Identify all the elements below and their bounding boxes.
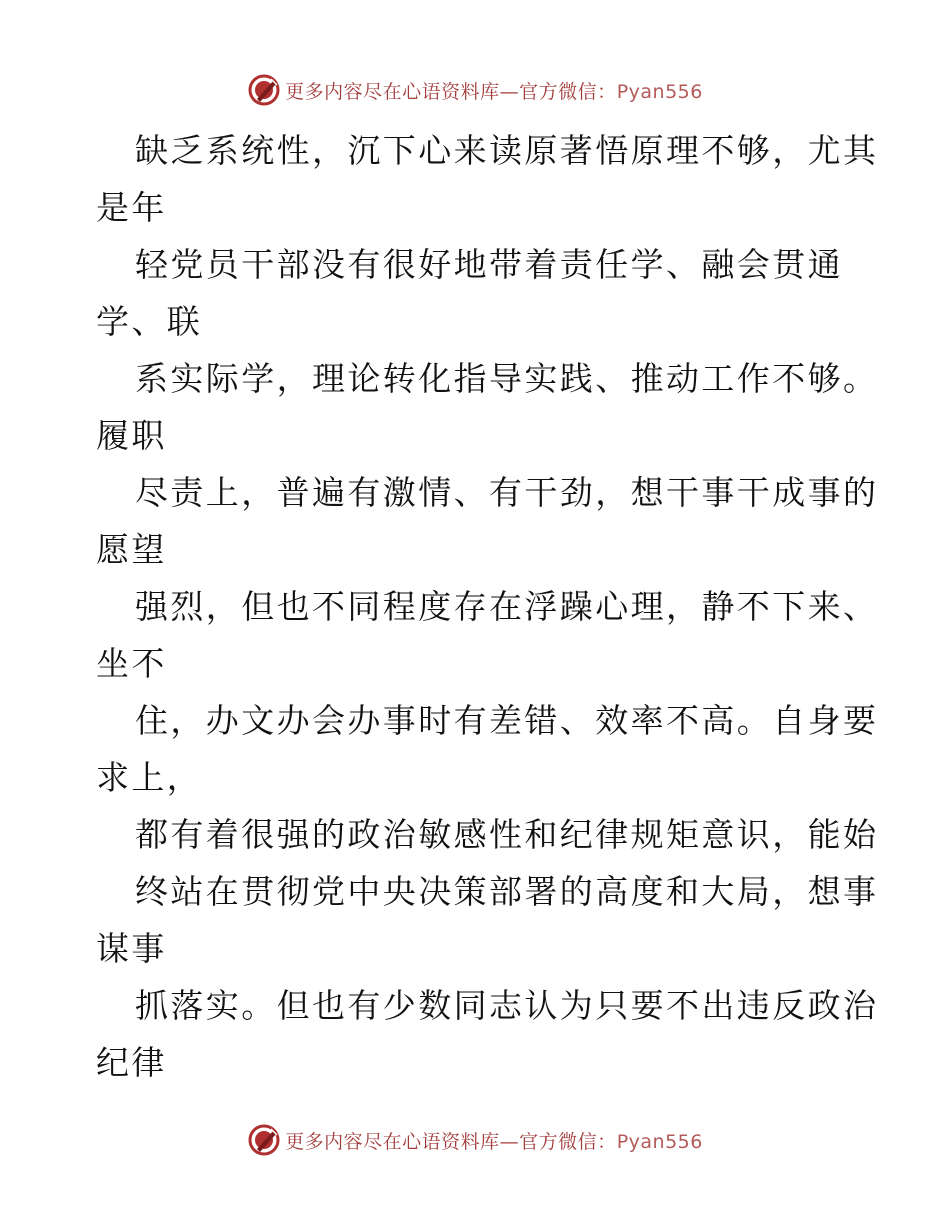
header-banner: [0, 70, 950, 110]
banner-text: [285, 77, 703, 104]
body-line: 住，办文办会办事时有差错、效率不高。自身要: [135, 701, 879, 740]
body-line: 是年: [96, 188, 167, 227]
body-line: 缺乏系统性，沉下心来读原著悟原理不够，尤其: [135, 131, 879, 170]
banner-text: [285, 1127, 703, 1154]
body-line: 系实际学，理论转化指导实践、推动工作不够。: [135, 359, 879, 398]
body-line: 履职: [96, 416, 167, 455]
body-line: 求上，: [96, 758, 203, 797]
body-line: 都有着很强的政治敏感性和纪律规矩意识，能始: [135, 815, 879, 854]
body-line: 坐不: [96, 644, 167, 683]
body-line: 尽责上，普遍有激情、有干劲，想干事干成事的: [135, 473, 879, 512]
body-line: 轻党员干部没有很好地带着责任学、融会贯通: [135, 245, 843, 284]
banner-wechat-id: Pyan556: [616, 1130, 703, 1153]
banner-wechat-label: 官方微信：: [519, 1130, 617, 1153]
banner-wechat-label: 官方微信：: [519, 80, 617, 103]
banner-dash: —: [499, 80, 520, 103]
body-line: 抓落实。但也有少数同志认为只要不出违反政治: [135, 986, 879, 1025]
pen-logo-icon: [247, 73, 281, 107]
body-line: 纪律: [96, 1043, 167, 1082]
banner-site-text: 更多内容尽在心语资料库: [285, 1130, 500, 1153]
pen-logo-icon: [247, 1123, 281, 1157]
body-line: 学、联: [96, 302, 203, 341]
body-line: 谋事: [96, 929, 167, 968]
banner-wechat-id: Pyan556: [616, 80, 703, 103]
body-line: 终站在贯彻党中央决策部署的高度和大局，想事: [135, 872, 879, 911]
body-line: 愿望: [96, 530, 167, 569]
document-body: [96, 122, 879, 1091]
banner-dash: —: [499, 1130, 520, 1153]
banner-site-text: 更多内容尽在心语资料库: [285, 80, 500, 103]
footer-banner: [0, 1120, 950, 1160]
body-line: 强烈，但也不同程度存在浮躁心理，静不下来、: [135, 587, 879, 626]
